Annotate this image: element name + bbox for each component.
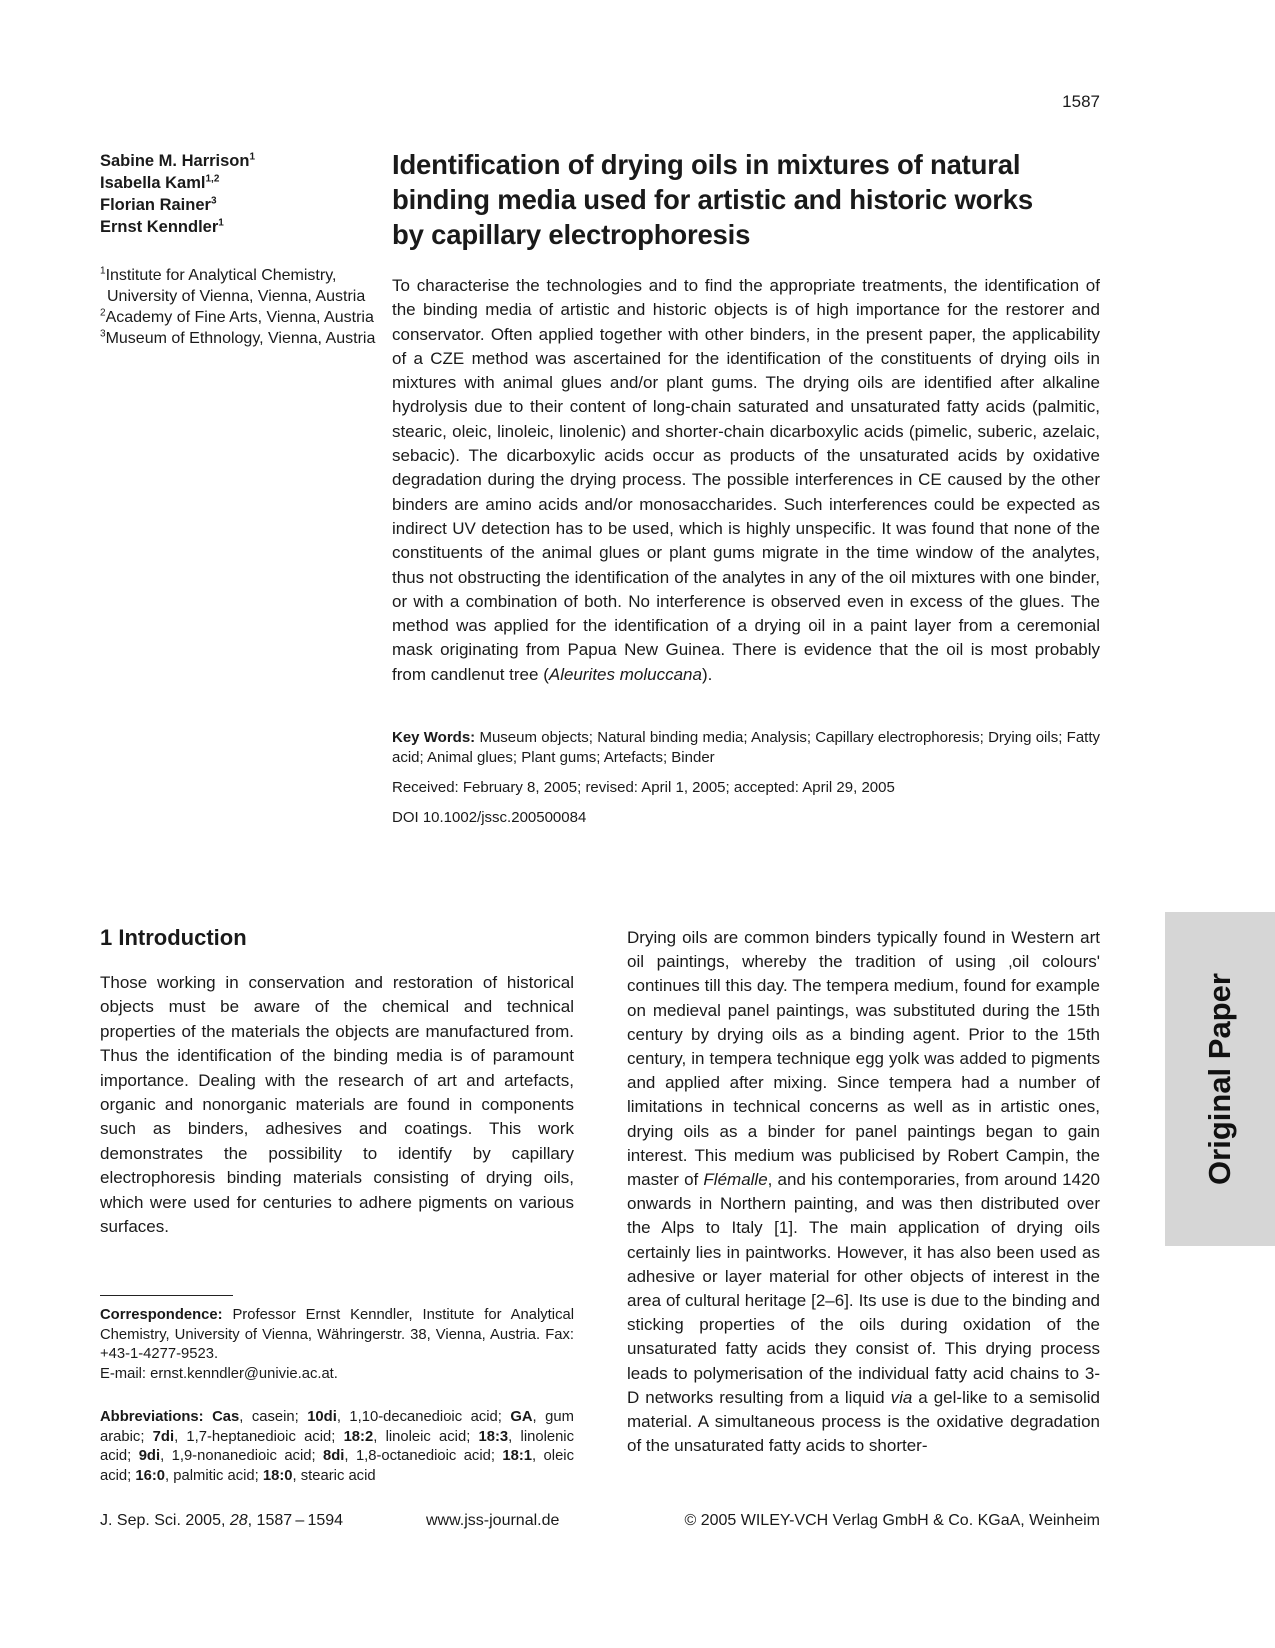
author-name: Sabine M. Harrison$^1$	[100, 151, 256, 170]
doi: DOI 10.1002/jssc.200500084	[392, 809, 587, 826]
author-name: Ernst Kenndler$^1$	[100, 217, 224, 236]
species-name: Aleurites moluccana	[548, 664, 702, 684]
intro-paragraph-left: Those working in conservation and restoration of historical objects must be aware of the chemical and technical properties of the materials the objects are manufactured from. Thus the identification of the binding media is of paramount importance. Dealing with the research of art and artefacts, organic and nonorganic materials are found in components such as binders, adhesives and coatings. This work demonstrates the possibility to identify by capillary electrophoresis binding materials consisting of drying oils, which were used for centuries to adhere pigments on various surfaces.	[100, 973, 574, 1237]
affiliation: $^2$Academy of Fine Arts, Vienna, Austria	[100, 307, 374, 326]
article-type-label: Original Paper	[1202, 973, 1237, 1185]
journal-citation: J. Sep. Sci. 2005, 28, 1587 – 1594	[100, 1512, 344, 1529]
abstract: To characterise the technologies and to find the appropriate treatments, the identification of the binding media of artistic and historic objects is of high importance for the restorer and conservator. Often applied together with other binders, in the present paper, the applicability of a CZE method was ascertained for the identification of the constituents of drying oils in mixtures with animal glues and/or plant gums. The drying oils are identified after alkaline hydrolysis due to their content of long-chain saturated and unsaturated fatty acids (palmitic, stearic, oleic, linoleic, linolenic) and shorter-chain dicarboxylic acids (pimelic, suberic, azelaic, sebacic). The dicarboxylic acids occur as products of the unsaturated acids by oxidative degradation during the drying process. The possible interferences in CE caused by the other binders are amino acids and/or monosaccharides. Such interferences could be expected as indirect UV detection has to be used, which is highly unspecific. It was found that none of the constituents of the animal glues or plant gums migrate in the time window of the analytes, thus not obstructing the identification of the analytes in any of the oil mixtures with one binder, or with a combination of both. No interference is observed even in excess of the glues. The method was applied for the identification of a drying oil in a paint layer from a ceremonial mask originating from Papua New Guinea. There is evidence that the oil is most probably from candlenut tree (Aleurites moluccana).	[392, 276, 1100, 684]
footnote-divider	[100, 1295, 233, 1296]
affiliation-list	[100, 265, 390, 349]
abbreviations-note: Abbreviations: Cas, casein; 10di, 1,10-decanedioic acid; GA, gum arabic; 7di, 1,7-heptanedioic acid; 18:2, linoleic acid; 18:3, linolenic acid; 9di, 1,9-nonanedioic acid; 8di, 1,8-octanedioic acid; 18:1, oleic acid; 16:0, palmitic acid; 18:0, stearic acid	[100, 1409, 574, 1484]
email: E-mail: ernst.kenndler@univie.ac.at.	[100, 1365, 338, 1382]
author-name: Isabella Kaml$^{1,2}$	[100, 173, 220, 192]
affiliation: $^1$Institute for Analytical Chemistry, University of Vienna, Vienna, Austria	[100, 265, 366, 305]
keywords: Key Words: Museum objects; Natural binding media; Analysis; Capillary electrophoresis; Drying oils; Fatty acid; Animal glues; Plant gums; Artefacts; Binder	[392, 729, 1100, 766]
paper-title: Identification of drying oils in mixtures of natural binding media used for artistic and historic works by capillary electrophoresis	[392, 149, 1033, 250]
section-heading: 1 Introduction	[100, 925, 247, 950]
affiliation: $^3$Museum of Ethnology, Vienna, Austria	[100, 328, 376, 347]
journal-website-link[interactable]: www.jss-journal.de	[426, 1512, 560, 1529]
keywords-label: Key Words:	[392, 729, 476, 746]
copyright-notice: © 2005 WILEY-VCH Verlag GmbH & Co. KGaA, Weinheim	[684, 1512, 1100, 1529]
author-name: Florian Rainer$^3$	[100, 195, 217, 214]
page-number: 1587	[1062, 92, 1100, 111]
correspondence-note: Correspondence: Professor Ernst Kenndler, Institute for Analytical Chemistry, University of Vienna, Währingerstr. 38, Vienna, Austria. Fax: +43-1-4277-9523. E-mail: ernst.kenndler@univie.ac.at.	[100, 1307, 574, 1382]
received-dates: Received: February 8, 2005; revised: April 1, 2005; accepted: April 29, 2005	[392, 779, 895, 796]
intro-paragraph-right: Drying oils are common binders typically found in Western art oil paintings, whereby the tradition of using ‚oil colours' continues till this day. The tempera medium, found for example on medieval panel paintings, was substituted during the 15th century by drying oils as a binding agent. Prior to the 15th century, in tempera technique egg yolk was added to pigments and applied after mixing. Since tempera had a number of limitations in technical concerns as well as in artistic ones, drying oils as a binder for panel paintings began to gain interest. This medium was publicised by Robert Campin, the master of Flémalle, and his contemporaries, from around 1420 onwards in Northern painting, and was then distributed over the Alps to Italy [1]. The main application of drying oils certainly lies in paintworks. However, it has also been used as adhesive or layer material for other objects of interest in the area of cultural heritage [2–6]. Its use is due to the binding and sticking properties of the oils during oxidation of the unsaturated fatty acids they consist of. This drying process leads to polymerisation of the individual fatty acid chains to 3-D networks resulting from a liquid via a gel-like to a semisolid material. A simultaneous process is the oxidative degradation of the unsaturated fatty acids to shorter-	[627, 928, 1100, 1456]
article-type-tab	[1165, 912, 1275, 1246]
author-list	[100, 150, 360, 238]
